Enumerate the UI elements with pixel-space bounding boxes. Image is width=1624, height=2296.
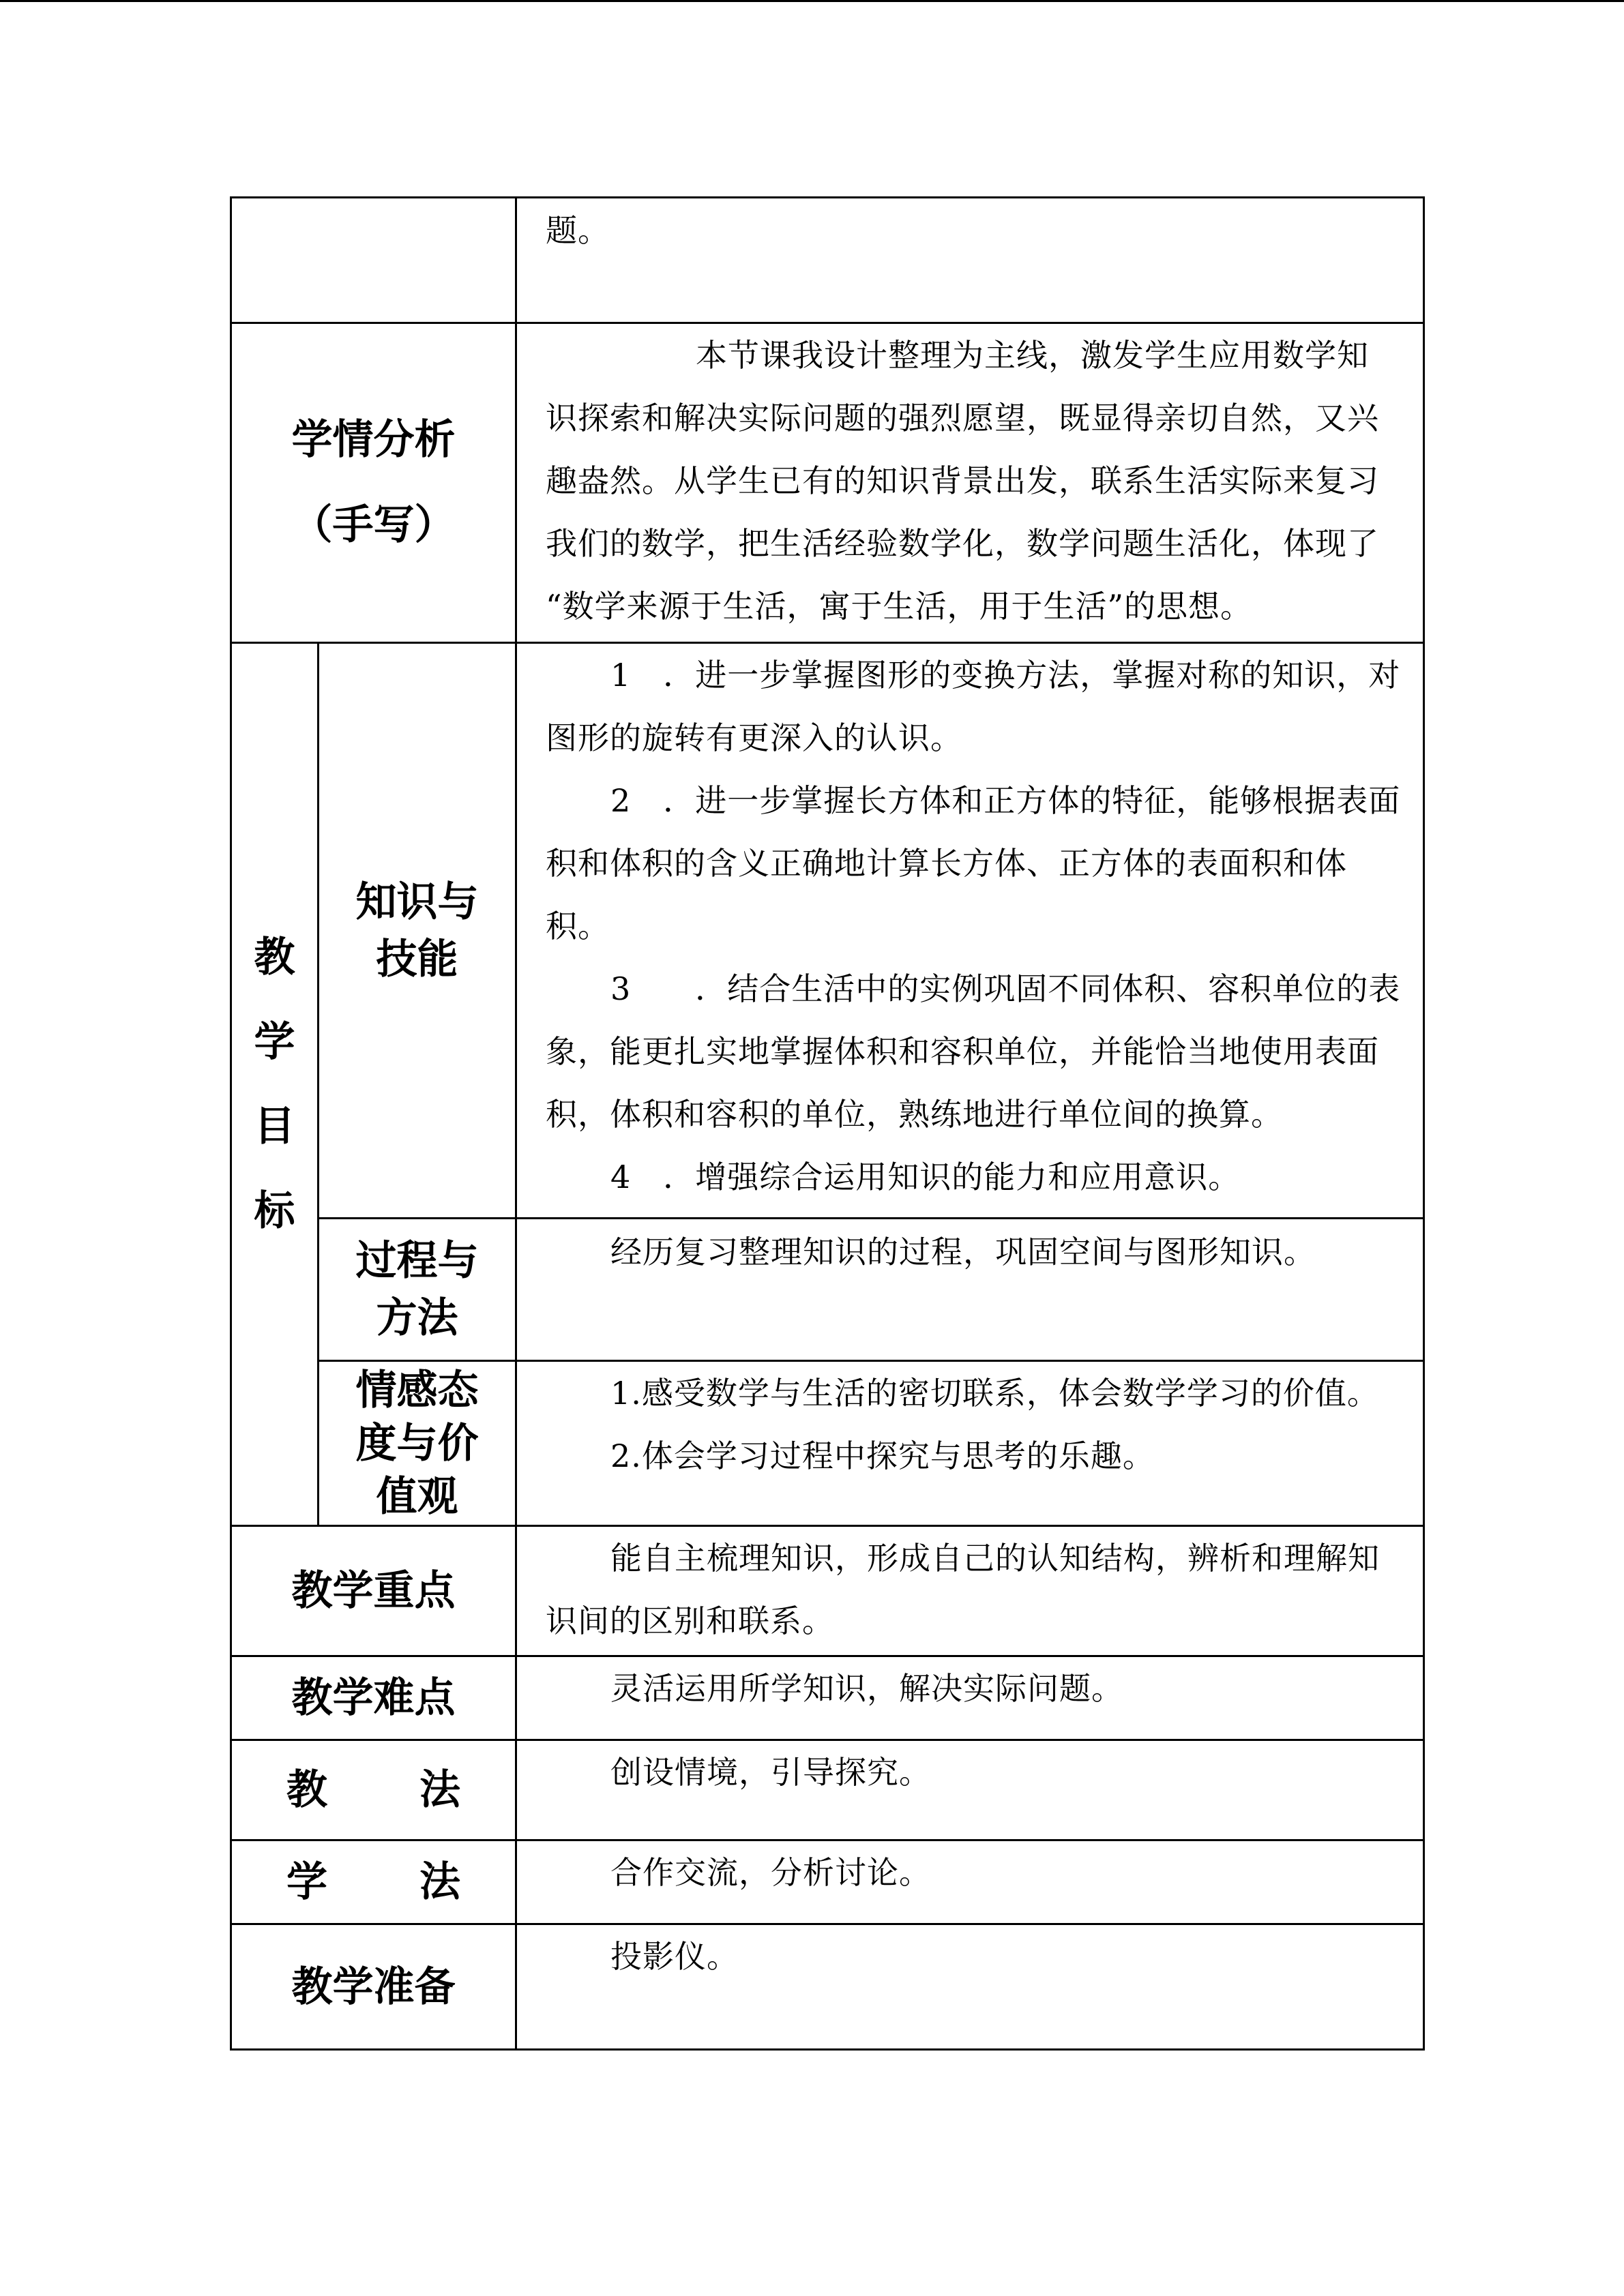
emotion-values-line: 1.感受数学与生活的密切联系，体会数学学习的价值。 (610, 1375, 1379, 1412)
teaching-goals-char: 目 (254, 1103, 295, 1150)
learning-method-line: 合作交流，分析讨论。 (610, 1854, 931, 1891)
knowledge-skills-line: 4 ．增强综合运用知识的能力和应用意识。 (610, 1159, 1241, 1195)
process-method-label-line1: 过程与 (355, 1237, 479, 1285)
key-points-line: 能自主梳理知识，形成自己的认知结构，辨析和理解知 (610, 1540, 1380, 1577)
emotion-values-text (546, 1362, 1379, 1487)
process-method-label (319, 1219, 515, 1360)
difficult-points-label-text: 教学难点 (291, 1674, 456, 1722)
difficult-points-line: 灵活运用所学知识，解决实际问题。 (610, 1670, 1123, 1707)
knowledge-skills-line: 积，体积和容积的单位，熟练地进行单位间的换算。 (546, 1096, 1283, 1133)
knowledge-skills-line: 象，能更扎实地掌握体积和容积单位，并能恰当地使用表面 (546, 1033, 1379, 1070)
emotion-values-label (319, 1362, 515, 1525)
student-analysis-line: 本节课我设计整理为主线，激发学生应用数学知 (696, 337, 1369, 374)
preparation-line: 投影仪。 (610, 1938, 739, 1975)
preparation-text (546, 1925, 739, 1988)
table-border-right (1423, 196, 1425, 2051)
student-analysis-label-line2: （手写） (291, 501, 456, 549)
continuation-text (546, 199, 610, 262)
difficult-points-label (232, 1657, 515, 1739)
knowledge-skills-label-line2: 技能 (376, 935, 458, 983)
knowledge-skills-label-line1: 知识与 (355, 878, 479, 926)
preparation-label-text: 教学准备 (291, 1963, 456, 2011)
emotion-values-label-line2: 度与价 (355, 1419, 479, 1467)
learning-method-text (546, 1841, 931, 1904)
page-top-rule (0, 0, 1624, 2)
process-method-line: 经历复习整理知识的过程，巩固空间与图形知识。 (610, 1234, 1316, 1270)
learning-method-label-char2: 法 (419, 1858, 460, 1906)
emotion-values-label-line3: 值观 (376, 1472, 458, 1521)
student-analysis-line: 识探索和解决实际问题的强烈愿望，既显得亲切自然，又兴 (546, 400, 1379, 436)
knowledge-skills-line: 2 ．进一步掌握长方体和正方体的特征，能够根据表面 (610, 782, 1401, 819)
knowledge-skills-line: 积。 (546, 908, 610, 944)
key-points-label-text: 教学重点 (291, 1567, 456, 1615)
table-border-top (230, 196, 1425, 198)
key-points-label (232, 1527, 515, 1655)
preparation-label (232, 1925, 515, 2048)
teaching-method-text (546, 1741, 931, 1804)
teaching-method-label (232, 1741, 515, 1839)
learning-method-label-char1: 学 (286, 1858, 327, 1906)
process-method-label-line2: 方法 (376, 1294, 458, 1342)
teaching-method-line: 创设情境，引导探究。 (610, 1754, 931, 1791)
teaching-goals-label (232, 644, 317, 1525)
student-analysis-label (232, 324, 515, 642)
table-divider-main (515, 196, 517, 2051)
teaching-goals-char: 教 (254, 934, 295, 981)
emotion-values-line: 2.体会学习过程中探究与思考的乐趣。 (610, 1437, 1155, 1474)
key-points-line: 识间的区别和联系。 (546, 1602, 834, 1639)
student-analysis-label-line1: 学情分析 (291, 416, 456, 464)
key-points-text (546, 1527, 1380, 1652)
student-analysis-line: “数学来源于生活，寓于生活，用于生活”的思想。 (546, 588, 1253, 625)
difficult-points-text (546, 1657, 1123, 1720)
knowledge-skills-line: 图形的旋转有更深入的认识。 (546, 719, 962, 756)
teaching-method-label-char1: 教 (286, 1766, 327, 1814)
knowledge-skills-text (546, 644, 1400, 1208)
knowledge-skills-label (319, 644, 515, 1217)
emotion-values-label-line1: 情感态 (355, 1366, 479, 1414)
student-analysis-line: 我们的数学，把生活经验数学化，数学问题生活化，体现了 (546, 525, 1379, 562)
knowledge-skills-line: 积和体积的含义正确地计算长方体、正方体的表面积和体 (546, 845, 1347, 882)
process-method-text (546, 1221, 1316, 1283)
learning-method-label (232, 1841, 515, 1923)
knowledge-skills-line: 1 ．进一步掌握图形的变换方法，掌握对称的知识，对 (610, 657, 1401, 694)
student-analysis-text (546, 324, 1379, 638)
table-border-bottom (230, 2048, 1425, 2051)
knowledge-skills-line: 3 ．结合生活中的实例巩固不同体积、容积单位的表 (610, 970, 1401, 1007)
teaching-goals-char: 标 (254, 1187, 295, 1235)
teaching-goals-char: 学 (254, 1018, 295, 1066)
student-analysis-line: 趣盎然。从学生已有的知识背景出发，联系生活实际来复习 (546, 462, 1379, 499)
continuation-line: 题。 (546, 212, 610, 249)
teaching-method-label-char2: 法 (419, 1766, 460, 1814)
